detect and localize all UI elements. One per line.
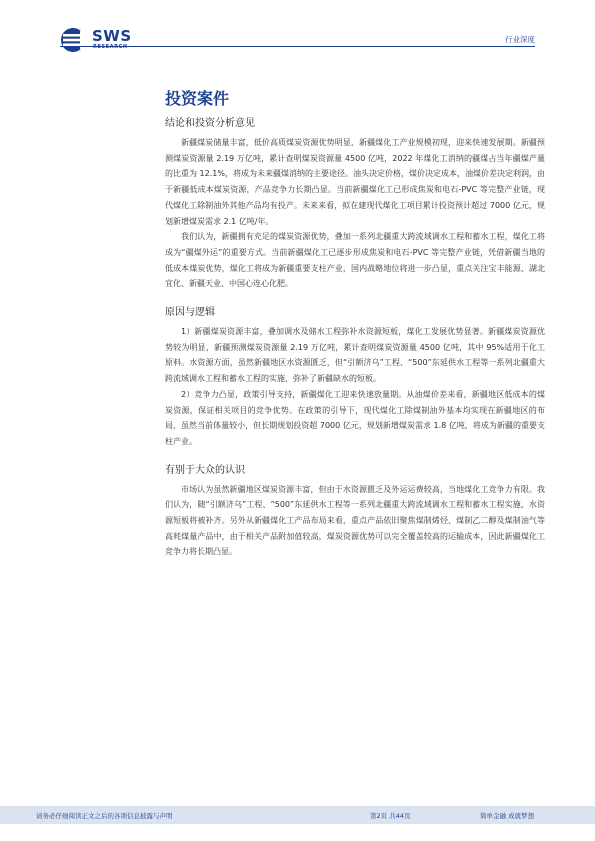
paragraph: 1）新疆煤炭资源丰富，叠加调水及储水工程弥补水资源短板，煤化工发展优势显著。新疆煤炭资源优势较为明显，新疆预测煤炭资源量 2.19 万亿吨，累计查明煤炭资源量 4500 亿吨，其中 95%适用于化工原料。水资源方面，虽然新疆地区水资源匮乏，但“引额济乌”工程、“500”东延供水工程等一系列北疆重大跨流域调水工程和蓄水工程的实施，弥补了新疆缺水的短板。 [165, 327, 545, 384]
page-number: 第2页 共44页 [370, 812, 411, 820]
paragraph: 市场认为虽然新疆地区煤炭资源丰富，但由于水资源匮乏及外运运费较高，当地煤化工竞争力有限。我们认为，随“引额济乌”工程、“500”东延供水工程等一系列北疆重大跨流域调水工程和蓄水工程实施，水资源短板将被补齐。另外从新疆煤化工产品布局来看，重点产品依旧聚焦煤制烯烃、煤制乙二醇及煤制油气等高耗煤量产品中，由于相关产品附加值较高，煤炭资源优势可以完全覆盖较高的运输成本，因此新疆煤化工竞争力将长期凸显。 [165, 484, 545, 557]
footer-bar [0, 806, 595, 824]
logo-text: SWS [92, 27, 132, 45]
logo-subtext: RESEARCH [93, 44, 128, 50]
paragraph: 我们认为，新疆拥有充足的煤炭资源优势，叠加一系列北疆重大跨流域调水工程和蓄水工程，煤化工将成为“疆煤外运”的重要方式。当前新疆煤化工已逐步形成焦炭和电石-PVC 等完整产业链，凭借新疆当地的低成本煤炭优势，煤化工将成为新疆重要支柱产业，国内战略地位将进一步凸显，重点关注宝丰能源、湖北宜化、新疆天业、中国心连心化肥。 [165, 232, 545, 289]
paragraph: 2）竞争力凸显，政策引导支持，新疆煤化工迎来快速放量期。从油煤价差来看，新疆地区低成本的煤炭资源，保证相关项目的竞争优势。在政策的引导下，现代煤化工除煤制油外基本均实现在新疆地区的布局，虽然当前体量较小，但长期规划投资超 7000 亿元，规划新增煤炭需求 1.8 亿吨，将成为新疆的重要支柱产业。 [165, 389, 545, 446]
sws-logo-icon [60, 27, 88, 53]
section-heading-reasons: 原因与逻辑 [165, 307, 215, 319]
section-heading-differentiated-view: 有别于大众的认识 [165, 464, 245, 476]
main-content [165, 88, 545, 560]
header-divider [60, 46, 535, 47]
company-logo [60, 27, 140, 53]
section-heading-conclusion: 结论和投资分析意见 [165, 118, 255, 129]
paragraph: 新疆煤炭储量丰富，低价高质煤炭资源优势明显，新疆煤化工产业规模初现，迎来快速发展期。新疆预测煤炭资源量 2.19 万亿吨，累计查明煤炭资源量 4500 亿吨，2022 年煤化工消纳的疆煤占当年疆煤产量的比重为 12.1%，将成为未来疆煤消纳的主要途径。油头决定价格，煤价决定成本，油煤价差决定利润，由于新疆低成本煤炭资源，产品竞争力长期凸显。当前新疆煤化工已形成焦炭和电石-PVC 等完整产业链，现代煤化工除制油外其他产品均有投产。未来来看，拟在建现代煤化工项目累计投资预计超过 7000 亿元，规划新增煤炭需求 2.1 亿吨/年。 [165, 138, 545, 226]
disclaimer-text: 请务必仔细阅读正文之后的各项信息披露与声明 [36, 812, 173, 820]
footer-slogan: 简单金融 成就梦想 [480, 812, 535, 820]
section-gap [165, 450, 545, 464]
page-title: 投资案件 [165, 89, 230, 108]
section-gap [165, 292, 545, 306]
report-type-label: 行业深度 [505, 35, 535, 44]
